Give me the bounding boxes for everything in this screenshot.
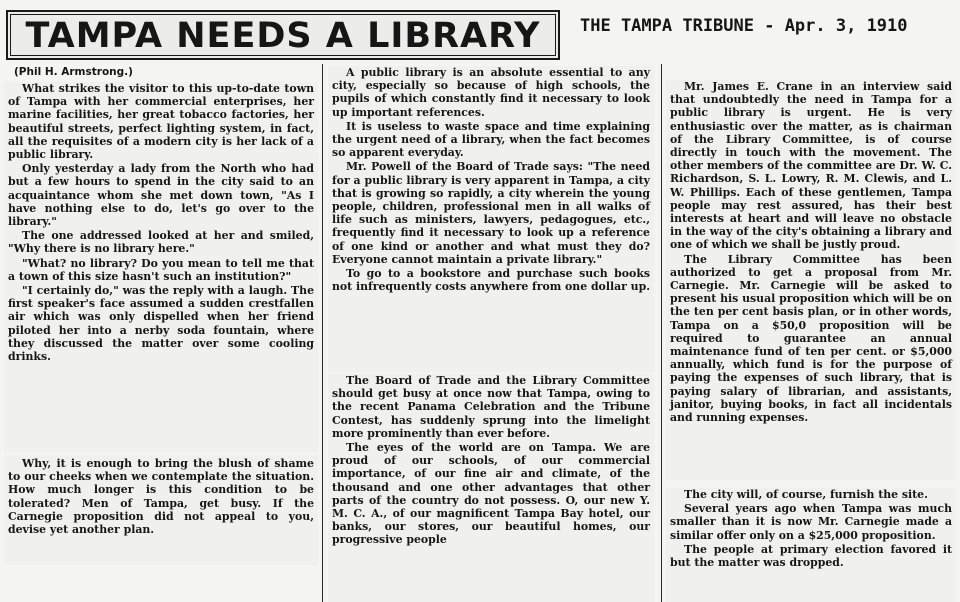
column-1-paragraph: Only yesterday a lady from the North who had but a few hours to spend in the city said to an acquaintance whom she met down town, "As I have nothing else to do, let's go over to the library." [8, 162, 314, 229]
column-2-continued [328, 374, 654, 602]
source-line: THE TAMPA TRIBUNE - Apr. 3, 1910 [580, 16, 908, 36]
column-2-continued-paragraph: The eyes of the world are on Tampa. We are proud of our schools, of our commercial importance, of our fine air and climate, of the thousand and one other advantages that other parts of the country do not possess. O, our new Y. M. C. A., of our magnificent Tampa Bay hotel, our banks, our stores, our beautiful homes, our progressive people [332, 441, 650, 547]
column-1-continued-paragraph: Why, it is enough to bring the blush of shame to our cheeks when we contemplate the situation. How much longer is this condition to be tolerated? Men of Tampa, get busy. If the Carnegie proposition did not appeal to you, devise yet another plan. [8, 457, 314, 537]
column-1-paragraph: The one addressed looked at her and smiled, "Why there is no library here." [8, 229, 314, 256]
column-3-continued [666, 488, 956, 602]
column-divider [322, 64, 323, 602]
column-2-paragraph: Mr. Powell of the Board of Trade says: "The need for a public library is very apparent in Tampa, a city that is growing so rapidly, a city wherein the young people, children, professional men in all walks of life such as ministers, lawyers, pedagogues, etc., frequently find it necessary to look up a reference of one kind or another and what must they do? Everyone cannot maintain a private library." [332, 160, 650, 266]
column-1-continued [4, 455, 318, 565]
column-3-continued-paragraph: The people at primary election favored it but the matter was dropped. [670, 542, 952, 570]
column-2-paragraph: A public library is an absolute essential to any city, especially so because of high schools, the pupils of which constantly find it necessary to look up important references. [332, 66, 650, 119]
column-divider [661, 64, 662, 602]
column-3 [666, 80, 956, 480]
column-1-paragraph: What strikes the visitor to this up-to-date town of Tampa with her commercial enterprises, her marine facilities, her great tobacco factories, her beautiful streets, perfect lighting system, in fact, all the requisites of a modern city is her lack of a public library. [8, 82, 314, 162]
column-1-paragraph: "What? no library? Do you mean to tell me that a town of this size hasn't such an institution?" [8, 256, 314, 283]
column-3-paragraph: The Library Committee has been authorized to get a proposal from Mr. Carnegie. Mr. Carnegie will be asked to present his usual proposition which will be on the ten per cent basis plan, or in other words, Tampa on a $50,0 proposition will be required to guarantee an annual maintenance fund of ten per cent. or $5,000 annually, which fund is for the purpose of paying the expenses of such library, that is paying salary of librarian, and assistants, janitor, buying books, in fact all incidentals and running expenses. [670, 252, 952, 425]
column-1-paragraph: "I certainly do," was the reply with a laugh. The first speaker's face assumed a sudden crestfallen air which was only dispelled when her friend piloted her into a nerby soda fountain, where they discussed the matter over some cooling drinks. [8, 284, 314, 364]
column-2-paragraph: It is useless to waste space and time explaining the urgent need of a library, when the fact becomes so apparent everyday. [332, 119, 650, 160]
column-3-paragraph: Mr. James E. Crane in an interview said that undoubtedly the need in Tampa for a public library is urgent. He is very enthusiastic over the matter, as is chairman of the Library Committee, is of course directly in touch with the movement. The other members of the committee are Dr. W. C. Richardson, S. L. Lowry, R. M. Clewis, and L. W. Phillips. Each of these gentlemen, Tampa people may rest assured, has their best interests at heart and will leave no obstacle in the way of the city's obtaining a library and one of which we shall be justly proud. [670, 80, 952, 252]
column-1 [4, 82, 318, 452]
headline-box [6, 10, 560, 60]
column-2-paragraph: To go to a bookstore and purchase such books not infrequently costs anywhere from one dollar up. [332, 267, 651, 294]
column-3-continued-paragraph: Several years ago when Tampa was much smaller than it is now Mr. Carnegie made a similar offer only on a $25,000 proposition. [670, 502, 952, 542]
headline: TAMPA NEEDS A LIBRARY [25, 16, 541, 56]
column-2-continued-paragraph: The Board of Trade and the Library Committee should get busy at once now that Tampa, owing to the recent Panama Celebration and the Tribune Contest, has suddenly sprung into the limelight more prominently than ever before. [332, 374, 650, 440]
column-3-continued-paragraph: The city will, of course, furnish the site. [684, 488, 928, 501]
byline: (Phil H. Armstrong.) [14, 66, 133, 78]
column-2 [328, 66, 654, 372]
